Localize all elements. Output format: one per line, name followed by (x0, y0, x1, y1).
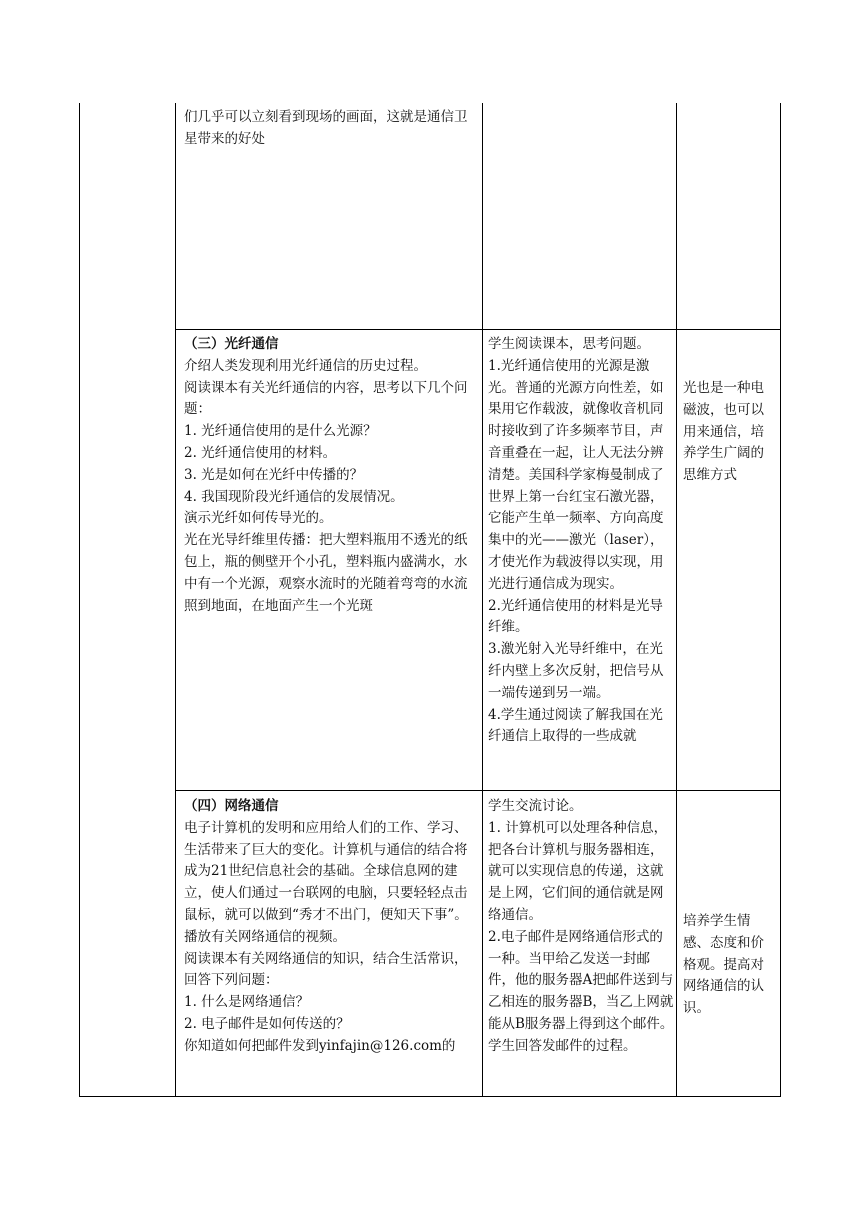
row2-intent-text: 光也是一种电磁波，也可以用来通信，培养学生广阔的思维方式 (683, 380, 764, 484)
row3-heading: （四）网络通信 (184, 798, 279, 814)
row3-teacher-cell (184, 796, 478, 1094)
row3-intent-cell (683, 911, 777, 1020)
row2-teacher-line: 2. 光纤通信使用的材料。 (184, 444, 337, 461)
row2-student-line: 3.激光射入光导纤维中，在光纤内壁上多次反射，把信号从一端传递到另一端。 (488, 641, 664, 701)
row2-student-line: 4.学生通过阅读了解我国在光纤通信上取得的一些成就 (488, 706, 663, 745)
row1-teacher-cell (184, 107, 478, 151)
row3-student-line: 学生回答发邮件的过程。 (488, 1037, 637, 1054)
row2-heading: （三）光纤通信 (184, 336, 279, 352)
row3-student-line: 2.电子邮件是网络通信形式的一种。当甲给乙发送一封邮件，他的服务器A把邮件送到与乙相连的服务器B，当乙上网就能从B服务器上得到这个邮件。 (488, 928, 674, 1032)
row2-intent-cell (683, 378, 777, 487)
row-divider-1 (175, 329, 781, 330)
row2-teacher-line: 4. 我国现阶段光纤通信的发展情况。 (184, 488, 404, 505)
row1-teacher-text: 们几乎可以立刻看到现场的画面，这就是通信卫星带来的好处 (184, 109, 468, 147)
row2-teacher-line: 阅读课本有关光纤通信的内容，思考以下几个问题： (184, 379, 468, 418)
row3-teacher-line: 2. 电子邮件是如何传送的？ (184, 1015, 350, 1032)
row2-student-cell (488, 334, 674, 786)
row2-student-line: 1.光纤通信使用的光源是激光。普通的光源方向性差，如果用它作载波，就像收音机同时接收到了许多频率节目，声音重叠在一起，让人无法分辨清楚。美国科学家梅曼制成了世界上第一台红宝石激光器，它能产生单一频率、方向高度集中的光——激光（laser），才使光作为载波得以实现，用光进行通信成为现实。 (488, 357, 664, 592)
row2-student-line: 2.光纤通信使用的材料是光导纤维。 (488, 597, 663, 636)
table-divider-2 (482, 103, 483, 1096)
row3-teacher-line: 你知道如何把邮件发到yinfajin@126.com的 (184, 1037, 456, 1054)
table-border-right (780, 103, 781, 1096)
row3-teacher-line: 阅读课本有关网络通信的知识，结合生活常识，回答下列问题： (184, 950, 468, 989)
row-divider-2 (175, 790, 781, 791)
row3-teacher-line: 电子计算机的发明和应用给人们的工作、学习、生活带来了巨大的变化。计算机与通信的结合将成为21世纪信息社会的基础。全球信息网的建立，使人们通过一台联网的电脑，只要轻轻点击鼠标，就可以做到“秀才不出门，便知天下事”。 (184, 819, 468, 923)
row2-student-line: 学生阅读课本，思考问题。 (488, 336, 650, 352)
table-border-left (79, 103, 80, 1096)
row3-student-line: 1. 计算机可以处理各种信息，把各台计算机与服务器相连，就可以实现信息的传递，这就是上网，它们间的通信就是网络通信。 (488, 819, 668, 923)
row3-teacher-line: 播放有关网络通信的视频。 (184, 928, 346, 945)
row2-teacher-line: 介绍人类发现利用光纤通信的历史过程。 (184, 357, 427, 374)
row3-student-cell (488, 796, 674, 1094)
row2-teacher-cell (184, 334, 478, 617)
row2-teacher-line: 光在光导纤维里传播：把大塑料瓶用不透光的纸包上，瓶的侧壁开个小孔，塑料瓶内盛满水，水中有一个光源，观察水流时的光随着弯弯的水流照到地面，在地面产生一个光斑 (184, 532, 468, 614)
row2-teacher-line: 3. 光是如何在光纤中传播的？ (184, 466, 364, 483)
table-border-bottom (79, 1096, 781, 1097)
row3-intent-text: 培养学生情感、态度和价格观。提高对网络通信的认识。 (683, 913, 764, 1017)
row2-teacher-line: 演示光纤如何传导光的。 (184, 510, 333, 527)
row3-teacher-line: 1. 什么是网络通信？ (184, 994, 310, 1011)
table-divider-1 (175, 103, 176, 1096)
table-divider-3 (676, 103, 677, 1096)
row3-student-line: 学生交流讨论。 (488, 798, 583, 814)
row2-teacher-line: 1. 光纤通信使用的是什么光源？ (184, 423, 377, 440)
